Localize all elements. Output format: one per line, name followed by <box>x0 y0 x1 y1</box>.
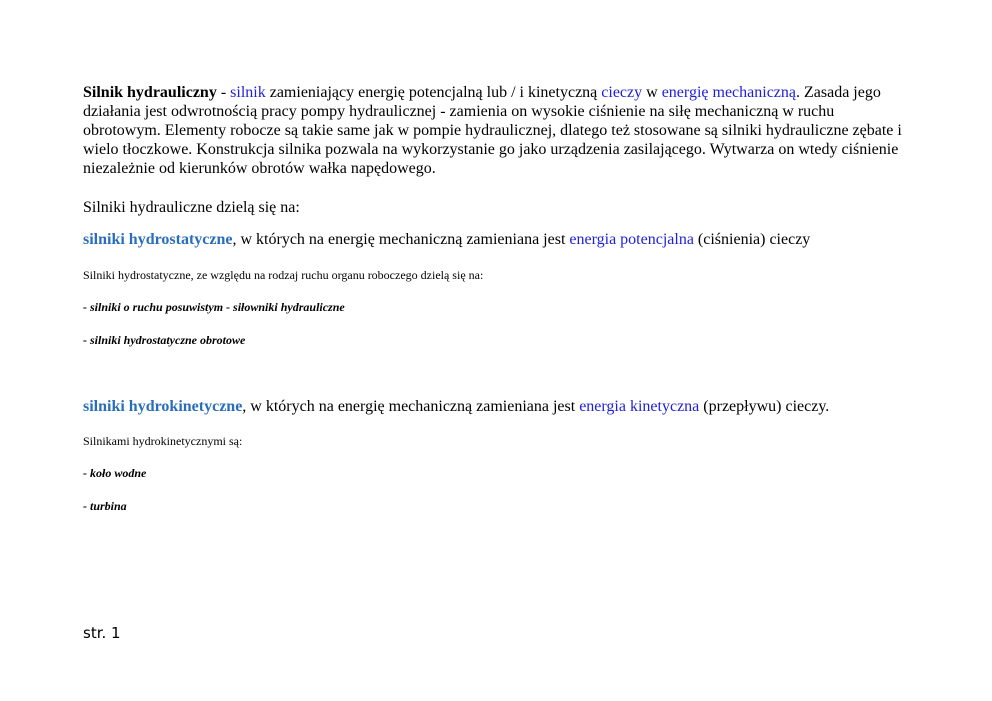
hydrostatic-text-1: , w których na energię mechaniczną zamieniana jest <box>232 231 570 248</box>
intro-term: Silnik hydrauliczny <box>83 84 217 101</box>
hydrokinetic-text-2: (przepływu) cieczy. <box>699 398 830 415</box>
intro-text-2: zamieniający energię potencjalną lub / i kinetyczną <box>265 84 602 101</box>
list-item: - silniki o ruchu posuwistym - siłowniki hydrauliczne <box>83 300 345 314</box>
hydrostatic-subtitle: Silniki hydrostatyczne, ze względu na rodzaj ruchu organu roboczego dzielą się na: <box>83 268 484 282</box>
link-cieczy[interactable]: cieczy <box>601 84 643 101</box>
lead-text: Silniki hydrauliczne dzielą się na: <box>83 199 300 216</box>
link-energia-potencjalna[interactable]: energia potencjalna <box>569 231 694 248</box>
intro-text-1: - <box>216 84 231 101</box>
hydrokinetic-paragraph <box>83 397 829 417</box>
list-item: - koło wodne <box>83 466 147 480</box>
intro-text-4: . Zasada jego działania jest odwrotnością pracy pompy hydraulicznej - zamienia on wysokie ciśnienie na siłę mechaniczną w ruchu obrotowym. Elementy robocze są takie same jak w pompie hydraulicznej, dlatego też stosowane są silniki hydrauliczne zębate i wielo tłoczkowe. Konstrukcja silnika pozwala na wykorzystanie go jako urządzenia zasilającego. Wytwarza on wtedy ciśnienie niezależnie od kierunków obrotów wałka napędowego. <box>83 84 902 177</box>
link-energia-kinetyczna[interactable]: energia kinetyczna <box>579 398 700 415</box>
link-silnik[interactable]: silnik <box>230 84 266 101</box>
link-energia-mechaniczna[interactable]: energię mechaniczną <box>661 84 796 101</box>
intro-text-3: w <box>642 84 662 101</box>
intro-paragraph <box>83 83 913 178</box>
list-item: - turbina <box>83 499 127 513</box>
link-silniki-hydrostatyczne[interactable]: silniki hydrostatyczne <box>83 231 233 248</box>
hydrokinetic-text-1: , w których na energię mechaniczną zamieniana jest <box>242 398 580 415</box>
hydrostatic-paragraph <box>83 230 810 250</box>
page-number: str. 1 <box>83 624 121 642</box>
hydrostatic-text-2: (ciśnienia) cieczy <box>693 231 811 248</box>
link-silniki-hydrokinetyczne[interactable]: silniki hydrokinetyczne <box>83 398 243 415</box>
list-item: - silniki hydrostatyczne obrotowe <box>83 333 246 347</box>
hydrokinetic-subtitle: Silnikami hydrokinetycznymi są: <box>83 434 243 448</box>
